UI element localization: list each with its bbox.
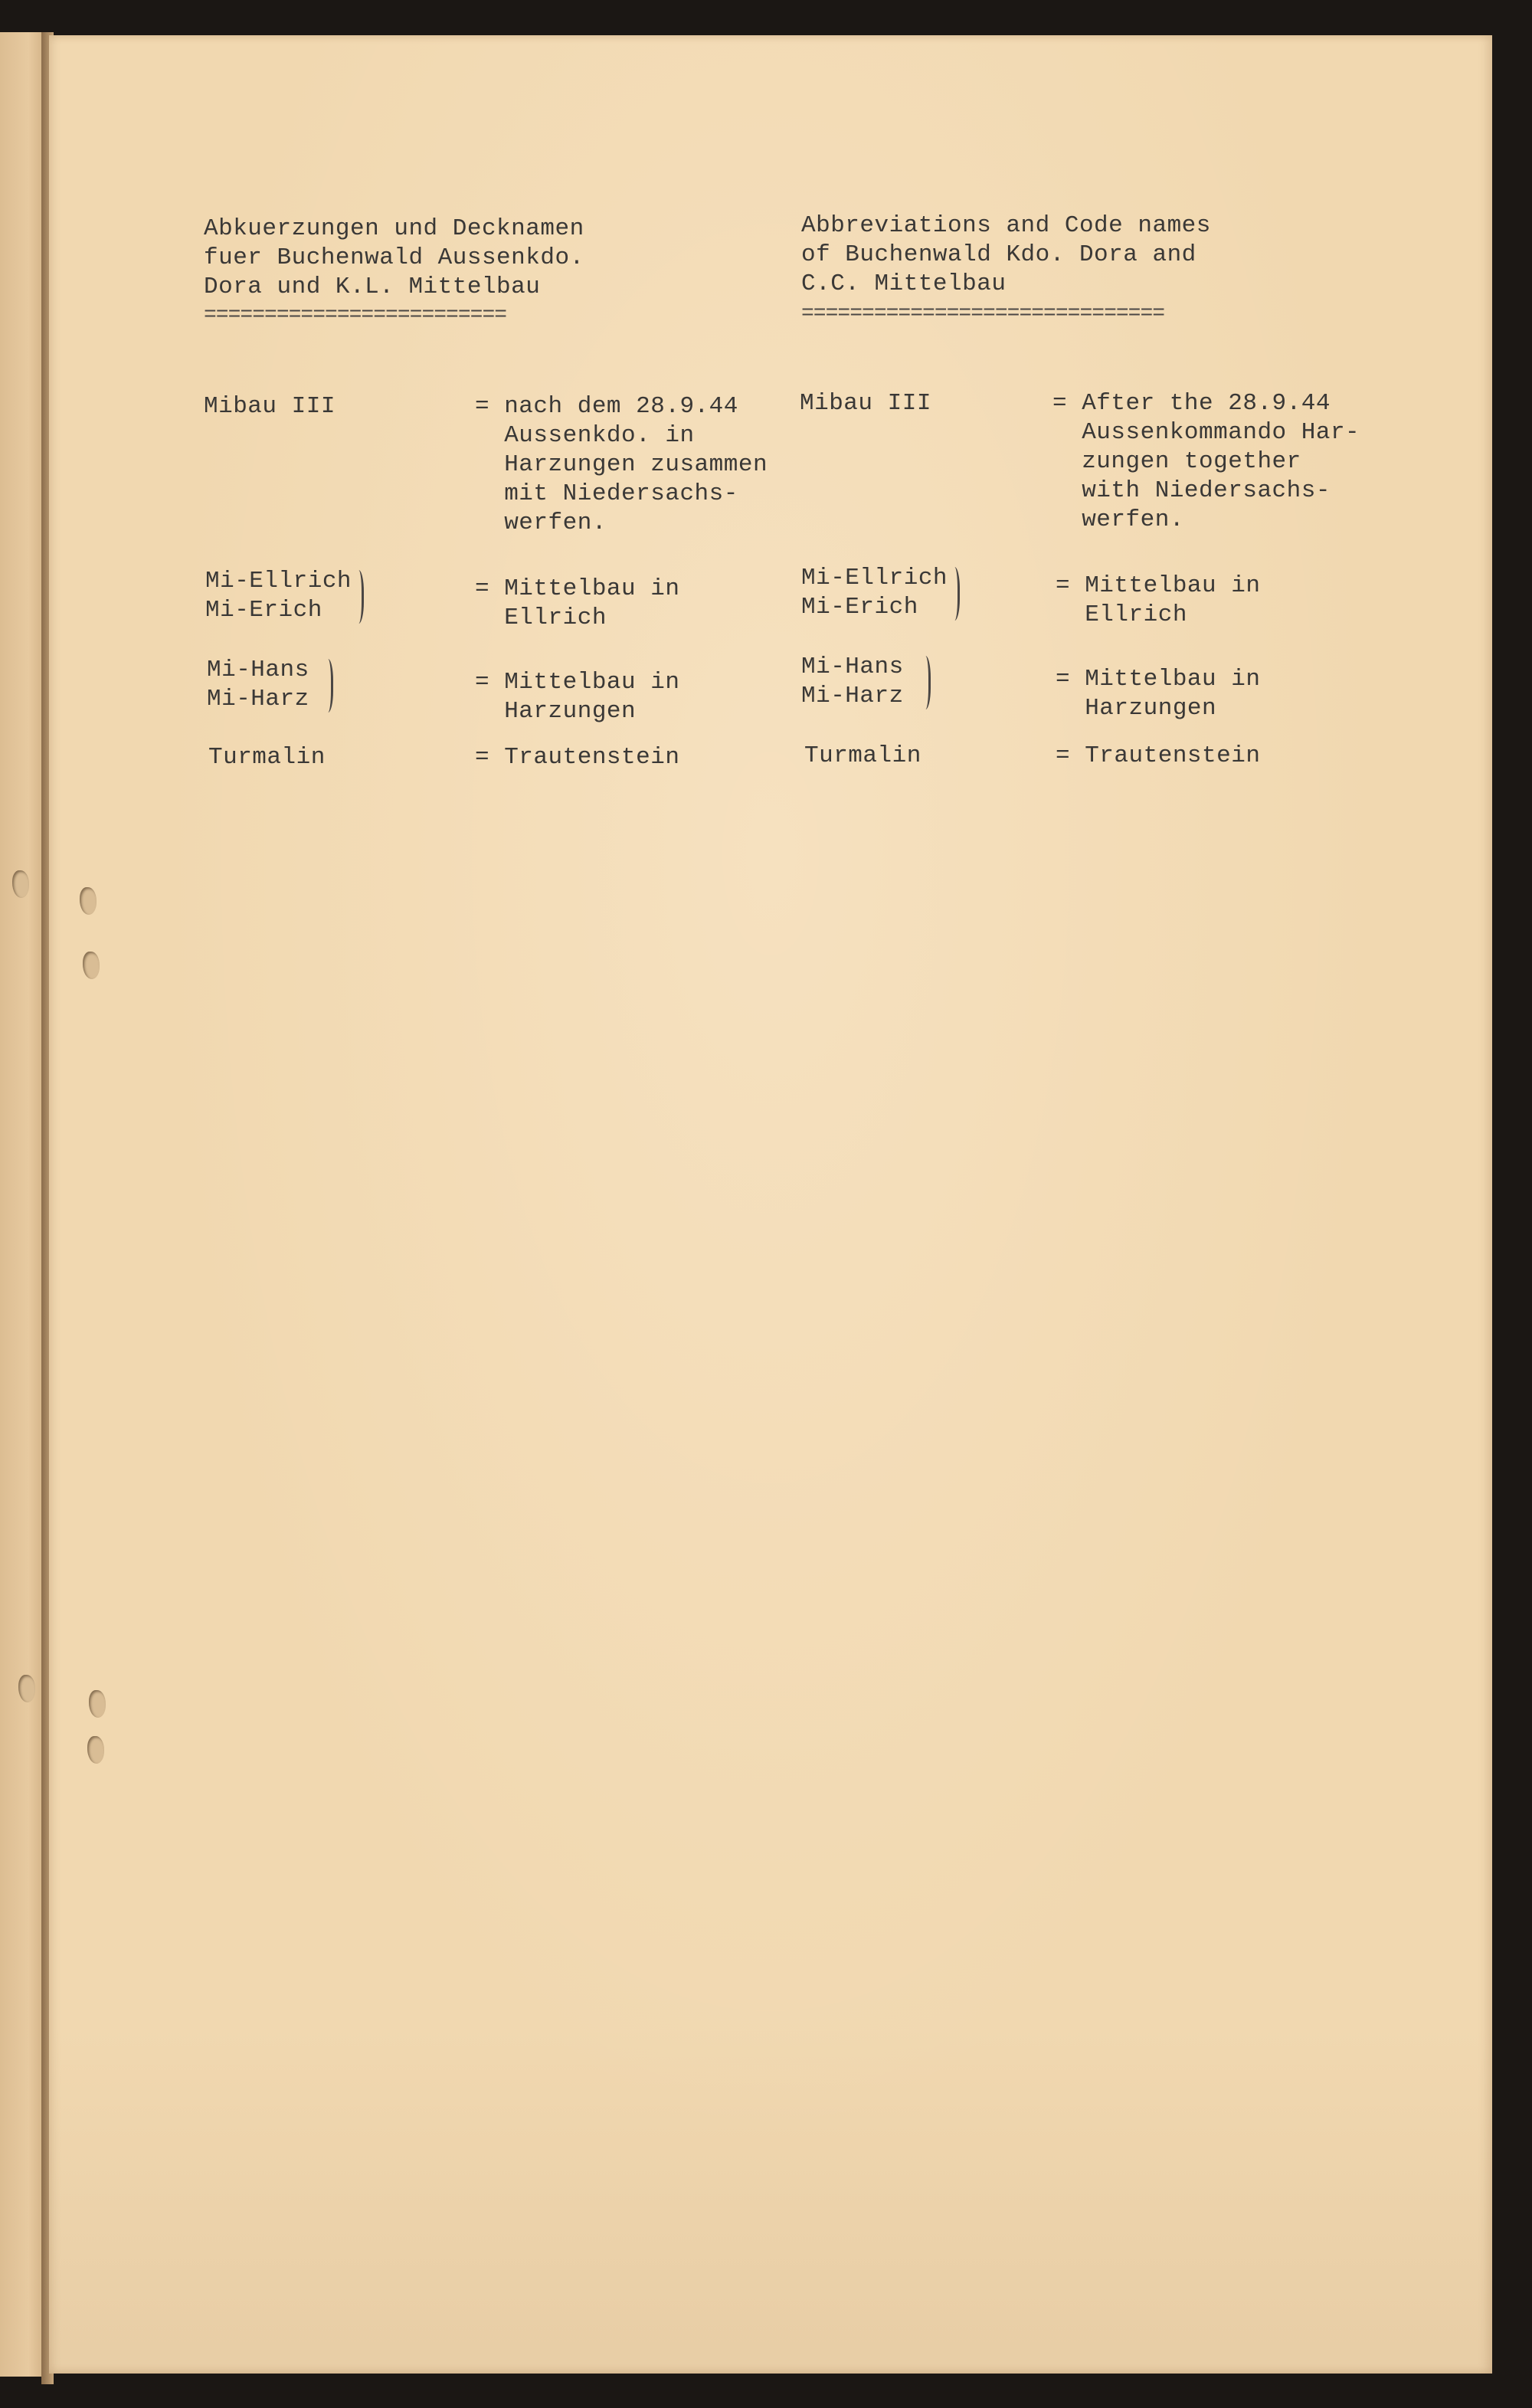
english-heading-line-3: C.C. Mittelbau xyxy=(801,270,1007,297)
english-heading-line-1: Abbreviations and Code names xyxy=(801,212,1211,239)
en-term-mi-erich: Mi-Erich xyxy=(801,594,918,621)
document-page xyxy=(49,35,1492,2374)
en-term-mi-hans: Mi-Hans xyxy=(801,654,904,680)
back-page-edge xyxy=(0,32,47,2377)
brace xyxy=(351,570,364,624)
en-def-line-2: Aussenkommando Har- xyxy=(1052,419,1360,446)
punch-hole xyxy=(80,887,97,915)
punch-hole xyxy=(18,1675,35,1702)
en-def-line-1: = Mittelbau in xyxy=(1056,572,1261,599)
de-term-turmalin: Turmalin xyxy=(208,744,326,771)
en-term-mibau-iii: Mibau III xyxy=(800,390,931,417)
de-def-line-4: mit Niedersachs- xyxy=(475,480,738,507)
punch-hole xyxy=(87,1736,104,1764)
german-heading-line-1: Abkuerzungen und Decknamen xyxy=(204,215,584,242)
brace xyxy=(947,567,960,621)
punch-hole xyxy=(89,1690,106,1718)
english-heading-line-2: of Buchenwald Kdo. Dora and xyxy=(801,241,1196,268)
de-def-line-3: Harzungen zusammen xyxy=(475,451,768,478)
de-term-mi-erich: Mi-Erich xyxy=(205,597,322,624)
en-def-line-2: Harzungen xyxy=(1056,695,1217,722)
german-heading-underline: ========================= xyxy=(204,303,507,327)
punch-hole xyxy=(12,870,29,898)
en-term-mi-harz: Mi-Harz xyxy=(801,683,904,709)
en-def-line-5: werfen. xyxy=(1052,506,1184,533)
punch-hole xyxy=(83,952,100,979)
en-def-line-2: Ellrich xyxy=(1056,601,1187,628)
en-def-line-1: = Mittelbau in xyxy=(1056,666,1261,693)
german-heading-line-2: fuer Buchenwald Aussenkdo. xyxy=(204,244,584,271)
en-term-turmalin: Turmalin xyxy=(804,742,921,769)
de-term-mi-ellrich: Mi-Ellrich xyxy=(205,568,352,595)
en-def-line-1: = After the 28.9.44 xyxy=(1052,390,1331,417)
en-def-line-3: zungen together xyxy=(1052,448,1301,475)
en-def-line-4: with Niedersachs- xyxy=(1052,477,1331,504)
de-term-mibau-iii: Mibau III xyxy=(204,393,336,420)
brace xyxy=(320,659,333,713)
english-heading-underline: ============================== xyxy=(801,302,1165,326)
de-term-mi-harz: Mi-Harz xyxy=(207,686,309,713)
en-term-mi-ellrich: Mi-Ellrich xyxy=(801,565,948,591)
en-def-line-1: = Trautenstein xyxy=(1056,742,1261,769)
de-def-line-5: werfen. xyxy=(475,509,607,536)
brace xyxy=(918,656,931,709)
de-def-line-2: Aussenkdo. in xyxy=(475,422,695,449)
de-def-line-2: Harzungen xyxy=(475,698,637,725)
german-heading-line-3: Dora und K.L. Mittelbau xyxy=(204,274,541,300)
de-def-line-1: = Mittelbau in xyxy=(475,669,680,696)
de-def-line-1: = Mittelbau in xyxy=(475,575,680,602)
de-def-line-2: Ellrich xyxy=(475,604,607,631)
de-term-mi-hans: Mi-Hans xyxy=(207,657,309,683)
de-def-line-1: = nach dem 28.9.44 xyxy=(475,393,738,420)
de-def-line-1: = Trautenstein xyxy=(475,744,680,771)
